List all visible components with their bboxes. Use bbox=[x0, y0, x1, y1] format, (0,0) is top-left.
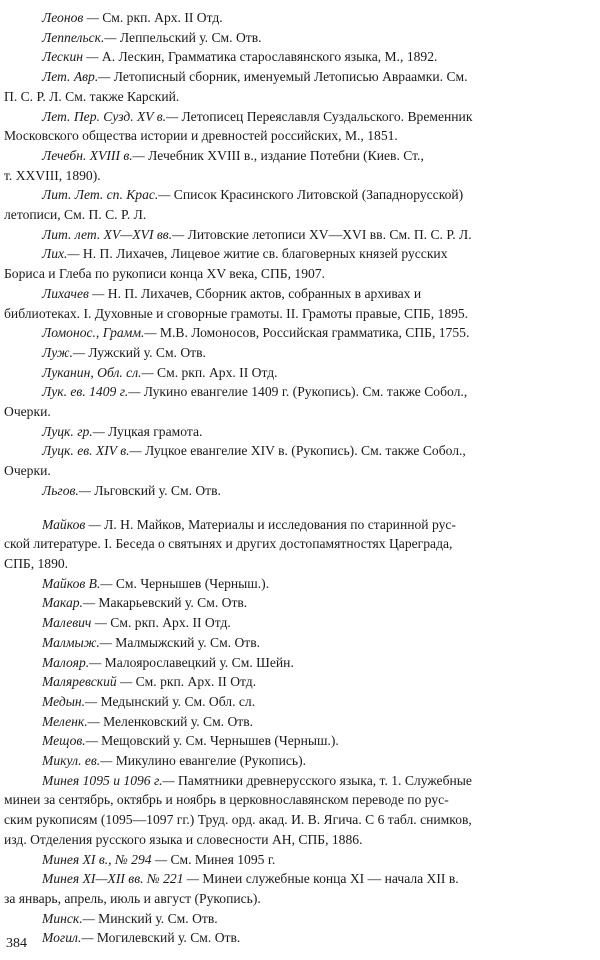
entry-continuation: минеи за сентябрь, октябрь и ноябрь в церковнославянском переводе по рус- bbox=[4, 792, 449, 808]
abbreviation-entry bbox=[42, 225, 586, 245]
entry-text: Микулино евангелие (Рукопись). bbox=[112, 753, 307, 769]
abbreviation-entry bbox=[42, 613, 586, 633]
entry-headword: Минея XI в., № 294 — bbox=[42, 851, 168, 867]
entry-headword: Могил.— bbox=[42, 930, 94, 946]
entry-text: Летописец Переяславля Суздальского. Временник bbox=[178, 108, 473, 124]
entry-headword: Макар.— bbox=[42, 595, 96, 611]
entry-text: Н. П. Лихачев, Сборник актов, собранных в архивах и bbox=[104, 285, 422, 301]
abbreviation-entry bbox=[4, 441, 586, 480]
abbreviation-entry bbox=[42, 928, 586, 948]
entry-headword: Луканин, Обл. сл.— bbox=[42, 364, 154, 380]
entry-headword: Меленк.— bbox=[42, 713, 100, 729]
entry-text: См. Минея 1095 г. bbox=[167, 851, 276, 867]
entry-headword: Льгов.— bbox=[42, 482, 91, 498]
entry-headword: Мещов.— bbox=[42, 733, 98, 749]
entry-text: Меленковский у. См. Отв. bbox=[99, 713, 254, 729]
abbreviation-entry bbox=[4, 284, 586, 323]
entry-headword: Луцк. ев. XIV в.— bbox=[42, 443, 142, 459]
entry-continuation: Очерки. bbox=[4, 463, 51, 479]
entry-text: М.В. Ломоносов, Российская грамматика, СПБ, 1755. bbox=[156, 325, 470, 341]
abbreviation-entry bbox=[42, 481, 586, 501]
abbreviation-entry bbox=[42, 633, 586, 653]
entry-headword: Майков — bbox=[42, 516, 101, 532]
entry-headword: Малевич — bbox=[42, 615, 107, 631]
entry-headword: Луж.— bbox=[42, 344, 86, 360]
entry-continuation: летописи, См. П. С. Р. Л. bbox=[4, 207, 147, 223]
entry-text: Лукино евангелие 1409 г. (Рукопись). См. также Собол., bbox=[140, 384, 468, 400]
abbreviation-entry bbox=[42, 712, 586, 732]
abbreviation-entry bbox=[4, 244, 586, 283]
entry-text: Минский у. См. Отв. bbox=[94, 910, 218, 926]
entry-headword: Лук. ев. 1409 г.— bbox=[42, 384, 141, 400]
abbreviation-entry bbox=[4, 185, 586, 224]
entry-continuation: П. С. Р. Л. См. также Карский. bbox=[4, 88, 180, 104]
abbreviation-entry bbox=[42, 751, 586, 771]
entry-text: Луцкое евангелие XIV в. (Рукопись). См. также Собол., bbox=[141, 443, 466, 459]
abbreviation-entry bbox=[42, 672, 586, 692]
entry-continuation: Московского общества истории и древностей российских, М., 1851. bbox=[4, 128, 398, 144]
entry-text: Минеи служебные конца XI — начала XII в. bbox=[198, 871, 459, 887]
abbreviation-entry bbox=[4, 107, 586, 146]
entry-continuation: ской литературе. I. Беседа о святынях и других достопамятностях Цареграда, bbox=[4, 536, 453, 552]
entry-continuation: ским рукописям (1095—1097 гг.) Труд. орд. акад. И. В. Ягича. С 6 табл. снимков, bbox=[4, 812, 472, 828]
entry-text: Медынский у. См. Обл. сл. bbox=[97, 693, 256, 709]
abbreviations-block-l bbox=[4, 8, 586, 501]
entry-headword: Леппельск.— bbox=[42, 29, 117, 45]
entry-headword: Медын.— bbox=[42, 693, 98, 709]
abbreviation-entry bbox=[4, 67, 586, 106]
abbreviation-entry bbox=[42, 574, 586, 594]
abbreviation-entry bbox=[42, 363, 586, 383]
entry-text: См. ркп. Арх. II Отд. bbox=[153, 364, 278, 380]
page-number: 384 bbox=[6, 936, 27, 951]
entry-text: См. ркп. Арх. II Отд. bbox=[132, 674, 257, 690]
abbreviation-entry bbox=[42, 653, 586, 673]
entry-text: Список Красинского Литовской (Западнорусской) bbox=[170, 187, 464, 203]
abbreviation-entry bbox=[4, 869, 586, 908]
entry-text: Лечебник XVIII в., издание Потебни (Киев. Ст., bbox=[144, 147, 424, 163]
entry-continuation: библиотеках. I. Духовные и сговорные грамоты. II. Грамоты правые, СПБ, 1895. bbox=[4, 305, 469, 321]
abbreviation-entry bbox=[42, 343, 586, 363]
entry-headword: Лих.— bbox=[42, 246, 80, 262]
abbreviation-entry bbox=[42, 731, 586, 751]
abbreviation-entry bbox=[42, 323, 586, 343]
abbreviation-entry bbox=[42, 422, 586, 442]
abbreviation-entry bbox=[42, 850, 586, 870]
entry-headword: Ломонос., Грамм.— bbox=[42, 325, 157, 341]
entry-text: Льговский у. См. Отв. bbox=[90, 482, 221, 498]
entry-text: Луцкая грамота. bbox=[104, 423, 203, 439]
entry-text: Малоярославецкий у. См. Шейн. bbox=[101, 654, 294, 670]
entry-text: Памятники древнерусского языка, т. 1. Служебные bbox=[174, 772, 472, 788]
entry-continuation: Бориса и Глеба по рукописи конца XV века, СПБ, 1907. bbox=[4, 266, 325, 282]
entry-headword: Луцк. гр.— bbox=[42, 423, 105, 439]
entry-headword: Лит. лет. XV—XVI вв.— bbox=[42, 226, 185, 242]
entry-headword: Лескин — bbox=[42, 49, 99, 65]
abbreviation-entry bbox=[42, 8, 586, 28]
entry-headword: Лет. Пер. Сузд. XV в.— bbox=[42, 108, 179, 124]
entry-headword: Леонов — bbox=[42, 10, 99, 25]
entry-text: Литовские летописи XV—XVI вв. См. П. С. Р. Л. bbox=[184, 226, 472, 242]
abbreviation-entry bbox=[42, 909, 586, 929]
entry-headword: Лит. Лет. сп. Крас.— bbox=[42, 187, 171, 203]
entry-text: Н. П. Лихачев, Лицевое житие св. благоверных князей русских bbox=[79, 246, 448, 262]
entry-text: Летописный сборник, именуемый Летописью Авраамки. См. bbox=[110, 69, 468, 85]
entry-text: Леппельский у. См. Отв. bbox=[116, 29, 262, 45]
entry-continuation: Очерки. bbox=[4, 404, 51, 420]
entry-headword: Лет. Авр.— bbox=[42, 69, 111, 85]
entry-text: Мещовский у. См. Чернышев (Черныш.). bbox=[97, 733, 339, 749]
entry-text: Макарьевский у. См. Отв. bbox=[95, 595, 248, 611]
entry-continuation: изд. Отделения русского языка и словесности АН, СПБ, 1886. bbox=[4, 831, 363, 847]
entry-text: А. Лескин, Грамматика старославянского языка, М., 1892. bbox=[98, 49, 438, 65]
entry-headword: Минея 1095 и 1096 г.— bbox=[42, 772, 175, 788]
abbreviation-entry bbox=[42, 692, 586, 712]
entry-headword: Малмыж.— bbox=[42, 634, 112, 650]
entry-text: См. ркп. Арх. II Отд. bbox=[98, 10, 223, 25]
entry-headword: Минея XI—XII вв. № 221 — bbox=[42, 871, 199, 887]
entry-text: Л. Н. Майков, Материалы и исследования по старинной рус- bbox=[100, 516, 456, 532]
entry-continuation: т. XXVIII, 1890). bbox=[4, 167, 101, 183]
abbreviation-entry bbox=[4, 382, 586, 421]
entry-headword: Минск.— bbox=[42, 910, 95, 926]
entry-text: См. Чернышев (Черныш.). bbox=[112, 575, 270, 591]
entry-text: Могилевский у. См. Отв. bbox=[93, 930, 241, 946]
abbreviation-entry bbox=[4, 146, 586, 185]
entry-text: Лужский у. См. Отв. bbox=[85, 344, 206, 360]
entry-continuation: СПБ, 1890. bbox=[4, 555, 69, 571]
entry-headword: Маляревский — bbox=[42, 674, 133, 690]
entry-text: Малмыжский у. См. Отв. bbox=[111, 634, 261, 650]
section-gap bbox=[42, 501, 586, 515]
abbreviation-entry bbox=[42, 593, 586, 613]
entry-headword: Микул. ев.— bbox=[42, 753, 113, 769]
entry-headword: Малояр.— bbox=[42, 654, 102, 670]
abbreviation-entry bbox=[4, 515, 586, 574]
entry-headword: Лихачев — bbox=[42, 285, 105, 301]
abbreviation-entry bbox=[42, 47, 586, 67]
entry-headword: Лечебн. XVIII в.— bbox=[42, 147, 145, 163]
entry-continuation: за январь, апрель, июль и август (Рукопись). bbox=[4, 890, 261, 906]
abbreviation-entry bbox=[42, 28, 586, 48]
entry-headword: Майков В.— bbox=[42, 575, 113, 591]
entry-text: См. ркп. Арх. II Отд. bbox=[106, 615, 231, 631]
abbreviation-entry bbox=[4, 771, 586, 850]
